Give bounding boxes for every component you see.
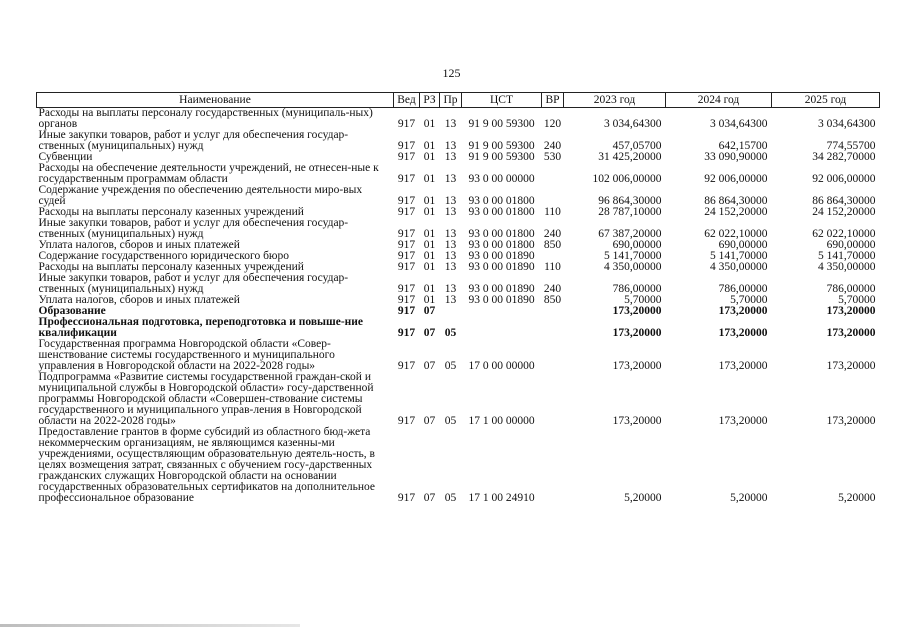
cell-vr [542, 372, 564, 427]
cell-pr: 13 [444, 283, 457, 295]
cell-ved: 917 [397, 492, 416, 504]
cell-rz: 07 [423, 492, 436, 504]
cell-ved: 917 [397, 415, 416, 427]
cell-ved: 917 [397, 305, 416, 317]
cell-ved: 917 [397, 195, 416, 207]
cell-name: Профессиональная подготовка, переподготовка и повыше-ние квалификации [38, 316, 364, 339]
table-row [37, 427, 880, 504]
cell-vr [542, 317, 564, 339]
table-row [37, 317, 880, 339]
header-cst: ЦСТ [462, 93, 542, 108]
cell-y2025: 24 152,20000 [812, 206, 876, 218]
cell-y2025: 786,00000 [826, 283, 876, 295]
cell-y2023: 28 787,10000 [598, 206, 662, 218]
cell-y2025: 173,20000 [826, 327, 876, 339]
table-row [37, 185, 880, 207]
cell-y2025: 5,70000 [838, 294, 876, 306]
cell-y2025: 173,20000 [826, 305, 876, 317]
cell-y2023: 173,20000 [612, 305, 662, 317]
cell-ved: 917 [397, 140, 416, 152]
cell-name: Предоставление грантов в форме субсидий из областного бюд-жета некоммерческим организациям, не являющимся казенны-ми учреждениями, осуществляющим образовательную деятель-ность, в целях возмещения затрат, связанных с обучением госу-дарственных гражданских служащих Новгородской области на основании государственных образовательных сертификатов на дополнительное профессиональное образование [38, 426, 375, 504]
cell-y2025: 62 022,10000 [812, 228, 876, 240]
cell-cst [462, 317, 542, 339]
cell-ved: 917 [397, 173, 416, 185]
scan-edge-line [0, 624, 300, 627]
table-row [37, 108, 880, 131]
cell-y2023: 457,05700 [612, 140, 662, 152]
cell-ved: 917 [397, 250, 416, 262]
cell-name: Субвенции [38, 151, 93, 163]
cell-cst: 91 9 00 59300 [468, 151, 535, 163]
cell-cst: 93 0 00 01800 [468, 228, 535, 240]
cell-name: Уплата налогов, сборов и иных платежей [38, 239, 240, 251]
cell-y2024: 4 350,00000 [710, 261, 768, 273]
cell-y2024: 642,15700 [718, 140, 768, 152]
cell-vr: 110 [544, 206, 561, 218]
cell-y2025: 173,20000 [826, 415, 876, 427]
cell-rz: 01 [423, 151, 436, 163]
table-row [37, 372, 880, 427]
cell-pr: 13 [444, 261, 457, 273]
cell-y2023: 67 387,20000 [598, 228, 662, 240]
cell-ved: 917 [397, 118, 416, 130]
cell-y2024: 33 090,90000 [704, 151, 768, 163]
cell-vr: 120 [543, 118, 562, 130]
cell-cst: 17 1 00 00000 [468, 415, 535, 427]
cell-y2024: 24 152,20000 [704, 206, 768, 218]
cell-y2023: 102 006,00000 [592, 173, 662, 185]
cell-vr: 850 [543, 294, 562, 306]
cell-y2023: 173,20000 [612, 415, 662, 427]
cell-name: Расходы на выплаты персоналу государственных (муниципаль-ных) органов [38, 107, 373, 130]
cell-y2023: 5 141,70000 [604, 250, 662, 262]
cell-rz: 01 [423, 140, 436, 152]
cell-cst: 93 0 00 01890 [468, 283, 535, 295]
cell-ved: 917 [397, 206, 416, 218]
cell-ved: 917 [397, 261, 416, 273]
cell-y2024: 5 141,70000 [710, 250, 768, 262]
cell-pr: 05 [444, 327, 457, 339]
cell-y2024: 786,00000 [718, 283, 768, 295]
cell-rz: 01 [423, 239, 436, 251]
cell-y2023: 3 034,64300 [604, 118, 662, 130]
cell-rz: 07 [423, 327, 436, 339]
cell-y2024: 690,00000 [718, 239, 768, 251]
cell-pr: 13 [444, 140, 457, 152]
cell-name: Государственная программа Новгородской области «Совер-шенствование системы государственного и муниципального управления в Новгородской области на 2022-2028 годы» [38, 338, 335, 372]
cell-name: Содержание государственного юридического бюро [38, 250, 290, 262]
cell-pr: 13 [444, 239, 457, 251]
cell-rz: 01 [423, 195, 436, 207]
table-row [37, 273, 880, 295]
cell-ved: 917 [397, 327, 416, 339]
cell-rz: 01 [423, 250, 436, 262]
cell-y2025: 690,00000 [826, 239, 876, 251]
cell-name: Иные закупки товаров, работ и услуг для обеспечения государ-ственных (муниципальных) нужд [38, 272, 349, 295]
budget-table [36, 92, 880, 504]
table-row [37, 339, 880, 372]
cell-name: Иные закупки товаров, работ и услуг для обеспечения государ-ственных (муниципальных) нужд [38, 217, 349, 240]
cell-name: Расходы на выплаты персоналу казенных учреждений [38, 261, 304, 273]
cell-cst: 17 1 00 24910 [468, 492, 535, 504]
cell-name: Содержание учреждения по обеспечению деятельности миро-вых судей [38, 184, 363, 207]
cell-vr [542, 185, 564, 207]
cell-y2025: 86 864,30000 [812, 195, 876, 207]
cell-y2023: 31 425,20000 [598, 151, 662, 163]
cell-rz: 01 [423, 173, 436, 185]
cell-ved: 917 [397, 151, 416, 163]
cell-y2023: 96 864,30000 [598, 195, 662, 207]
cell-pr: 05 [444, 360, 457, 372]
table-row [37, 130, 880, 152]
cell-vr: 530 [543, 151, 562, 163]
cell-y2025: 5,20000 [838, 492, 876, 504]
table-row [37, 218, 880, 240]
cell-cst: 93 0 00 01890 [468, 294, 535, 306]
cell-y2025: 3 034,64300 [818, 118, 876, 130]
cell-y2025: 774,55700 [826, 140, 876, 152]
cell-y2023: 786,00000 [612, 283, 662, 295]
cell-rz: 01 [423, 261, 436, 273]
cell-vr [542, 339, 564, 372]
cell-pr: 13 [444, 250, 457, 262]
cell-rz: 01 [423, 228, 436, 240]
cell-name: Образование [38, 305, 106, 317]
header-vr: ВР [542, 93, 564, 108]
cell-pr: 13 [444, 228, 457, 240]
cell-y2023: 5,20000 [624, 492, 662, 504]
cell-name: Подпрограмма «Развитие системы государственной граждан-ской и муниципальной службы в Новгородской области» госу-дарственной программы Новгородской области «Совершен-ствование системы государственного и муниципального управ-ления в Новгородской области на 2022-2028 годы» [38, 371, 374, 427]
cell-rz: 01 [423, 206, 436, 218]
cell-vr [542, 306, 564, 317]
table-body [37, 108, 880, 505]
cell-vr: 240 [543, 140, 562, 152]
header-ved: Вед [394, 93, 420, 108]
cell-vr: 240 [543, 228, 562, 240]
cell-cst: 91 9 00 59300 [468, 140, 535, 152]
cell-rz: 01 [423, 283, 436, 295]
cell-vr [542, 163, 564, 185]
cell-ved: 917 [397, 239, 416, 251]
table-header-row [37, 93, 880, 108]
cell-vr: 240 [543, 283, 562, 295]
header-2025: 2025 год [772, 93, 880, 108]
cell-cst [462, 306, 542, 317]
cell-y2024: 3 034,64300 [710, 118, 768, 130]
cell-vr: 850 [543, 239, 562, 251]
cell-cst: 17 0 00 00000 [468, 360, 535, 372]
cell-y2023: 173,20000 [612, 360, 662, 372]
header-2023: 2023 год [564, 93, 666, 108]
table-row [37, 163, 880, 185]
page-number: 125 [442, 66, 461, 80]
cell-y2025: 5 141,70000 [818, 250, 876, 262]
cell-rz: 07 [423, 305, 436, 317]
cell-cst: 93 0 00 01800 [468, 195, 535, 207]
cell-y2024: 62 022,10000 [704, 228, 768, 240]
cell-y2024: 86 864,30000 [704, 195, 768, 207]
cell-pr: 13 [444, 118, 457, 130]
cell-y2025: 173,20000 [826, 360, 876, 372]
cell-cst: 93 0 00 01800 [468, 206, 535, 218]
cell-pr [440, 306, 462, 317]
cell-vr [542, 427, 564, 504]
cell-pr: 05 [444, 492, 457, 504]
cell-pr: 13 [444, 173, 457, 185]
cell-y2024: 173,20000 [718, 305, 768, 317]
cell-name: Уплата налогов, сборов и иных платежей [38, 294, 240, 306]
cell-y2025: 34 282,70000 [812, 151, 876, 163]
header-name: Наименование [37, 93, 394, 108]
cell-y2024: 5,20000 [730, 492, 768, 504]
cell-y2023: 4 350,00000 [604, 261, 662, 273]
cell-rz: 07 [423, 415, 436, 427]
cell-cst: 93 0 00 00000 [468, 173, 535, 185]
header-rz: РЗ [420, 93, 440, 108]
cell-ved: 917 [397, 294, 416, 306]
cell-cst: 93 0 00 01800 [468, 239, 535, 251]
cell-pr: 13 [444, 294, 457, 306]
cell-cst: 93 0 00 01890 [468, 250, 535, 262]
cell-cst: 93 0 00 01890 [468, 261, 535, 273]
cell-cst: 91 9 00 59300 [468, 118, 535, 130]
cell-name: Расходы на выплаты персоналу казенных учреждений [38, 206, 304, 218]
cell-name: Расходы на обеспечение деятельности учреждений, не отнесен-ные к государственным программам области [38, 162, 379, 185]
cell-pr: 13 [444, 195, 457, 207]
cell-ved: 917 [397, 283, 416, 295]
cell-rz: 01 [423, 294, 436, 306]
cell-y2025: 92 006,00000 [812, 173, 876, 185]
cell-name: Иные закупки товаров, работ и услуг для обеспечения государ-ственных (муниципальных) нужд [38, 129, 349, 152]
cell-y2023: 173,20000 [612, 327, 662, 339]
cell-vr: 110 [544, 261, 561, 273]
cell-y2024: 5,70000 [730, 294, 768, 306]
cell-y2025: 4 350,00000 [818, 261, 876, 273]
cell-rz: 01 [423, 118, 436, 130]
header-pr: Пр [440, 93, 462, 108]
cell-y2024: 173,20000 [718, 360, 768, 372]
cell-pr: 05 [444, 415, 457, 427]
cell-y2024: 173,20000 [718, 327, 768, 339]
cell-ved: 917 [397, 228, 416, 240]
cell-rz: 07 [423, 360, 436, 372]
cell-y2024: 92 006,00000 [704, 173, 768, 185]
cell-y2023: 5,70000 [624, 294, 662, 306]
header-2024: 2024 год [666, 93, 772, 108]
cell-pr: 13 [444, 151, 457, 163]
cell-y2023: 690,00000 [612, 239, 662, 251]
cell-ved: 917 [397, 360, 416, 372]
cell-pr: 13 [444, 206, 457, 218]
cell-y2024: 173,20000 [718, 415, 768, 427]
